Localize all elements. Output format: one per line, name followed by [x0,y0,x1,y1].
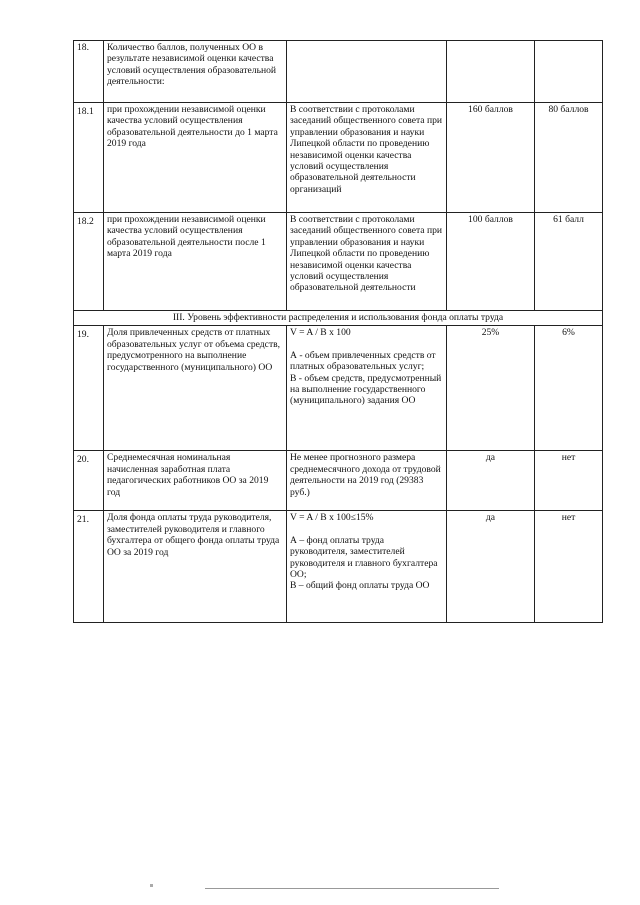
plan-value: 160 баллов [447,103,535,213]
criterion-cell: Среднемесячная номинальная начисленная заработная плата педагогических работников ОО за 2019 год [104,451,287,511]
plan-value: да [447,451,535,511]
fact-value [535,41,603,103]
plan-value: 100 баллов [447,213,535,311]
fact-value: 6% [535,326,603,451]
fact-value: 80 баллов [535,103,603,213]
table-row [74,41,603,103]
method-line: V = A / B x 100≤15% [290,512,374,524]
method-gap [290,524,443,535]
criterion-cell: Доля привлеченных средств от платных образовательных услуг от объема средств, предусмотренного на выполнение государственного (муниципального) ОО [104,326,287,451]
table-row [74,326,603,451]
method-line: Не менее прогнозного размера среднемесячного дохода от трудовой деятельности на 2019 год (29383 руб.) [290,452,441,498]
plan-value: 25% [447,326,535,451]
method-cell [287,213,447,311]
row-number: 20. [74,451,104,511]
method-cell [287,511,447,623]
method-gap [290,339,443,350]
method-cell [287,103,447,213]
fact-value: 61 балл [535,213,603,311]
section-title: III. Уровень эффективности распределения и использования фонда оплаты труда [74,311,603,326]
row-number: 21. [74,511,104,623]
method-line: А - объем привлеченных средств от платных образовательных услуг; [290,349,436,373]
criterion-cell: при прохождении независимой оценки качества условий осуществления образовательной деятельности после 1 марта 2019 года [104,213,287,311]
criteria-table [73,40,603,623]
method-line: В соответствии с протоколами заседаний общественного совета при управлении образования и науки Липецкой области по проведению независимой оценки качества условий осуществления образовательной деятельности организаций [290,104,443,195]
table-row [74,213,603,311]
row-number: 18.2 [74,213,104,311]
method-cell [287,41,447,103]
scan-mark [150,884,153,887]
criterion-cell: при прохождении независимой оценки качества условий осуществления образовательной деятельности до 1 марта 2019 года [104,103,287,213]
criterion-cell: Доля фонда оплаты труда руководителя, заместителей руководителя и главного бухгалтера от общего фонда оплаты труда ОО за 2019 год [104,511,287,623]
method-line: В – общий фонд оплаты труда ОО [290,580,430,592]
method-line: В соответствии с протоколами заседаний общественного совета при управлении образования и науки Липецкой области по проведению независимой оценки качества условий осуществления образовательной деятельности [290,214,443,294]
table-row [74,103,603,213]
fact-value: нет [535,511,603,623]
method-line: V = A / B x 100 [290,327,351,339]
section-row [74,311,603,326]
method-line: А – фонд оплаты труда руководителя, заместителей руководителя и главного бухгалтера ОО; [290,534,438,581]
fact-value: нет [535,451,603,511]
footer-rule [205,888,499,889]
row-number: 19. [74,326,104,451]
plan-value [447,41,535,103]
table-row [74,451,603,511]
method-line: В - объем средств, предусмотренный на выполнение государственного (муниципального) задания ОО [290,372,442,407]
plan-value: да [447,511,535,623]
criterion-cell: Количество баллов, полученных ОО в результате независимой оценки качества условий осуществления образовательной деятельности: [104,41,287,103]
table-row [74,511,603,623]
row-number: 18.1 [74,103,104,213]
method-cell [287,326,447,451]
row-number: 18. [74,41,104,103]
method-cell [287,451,447,511]
